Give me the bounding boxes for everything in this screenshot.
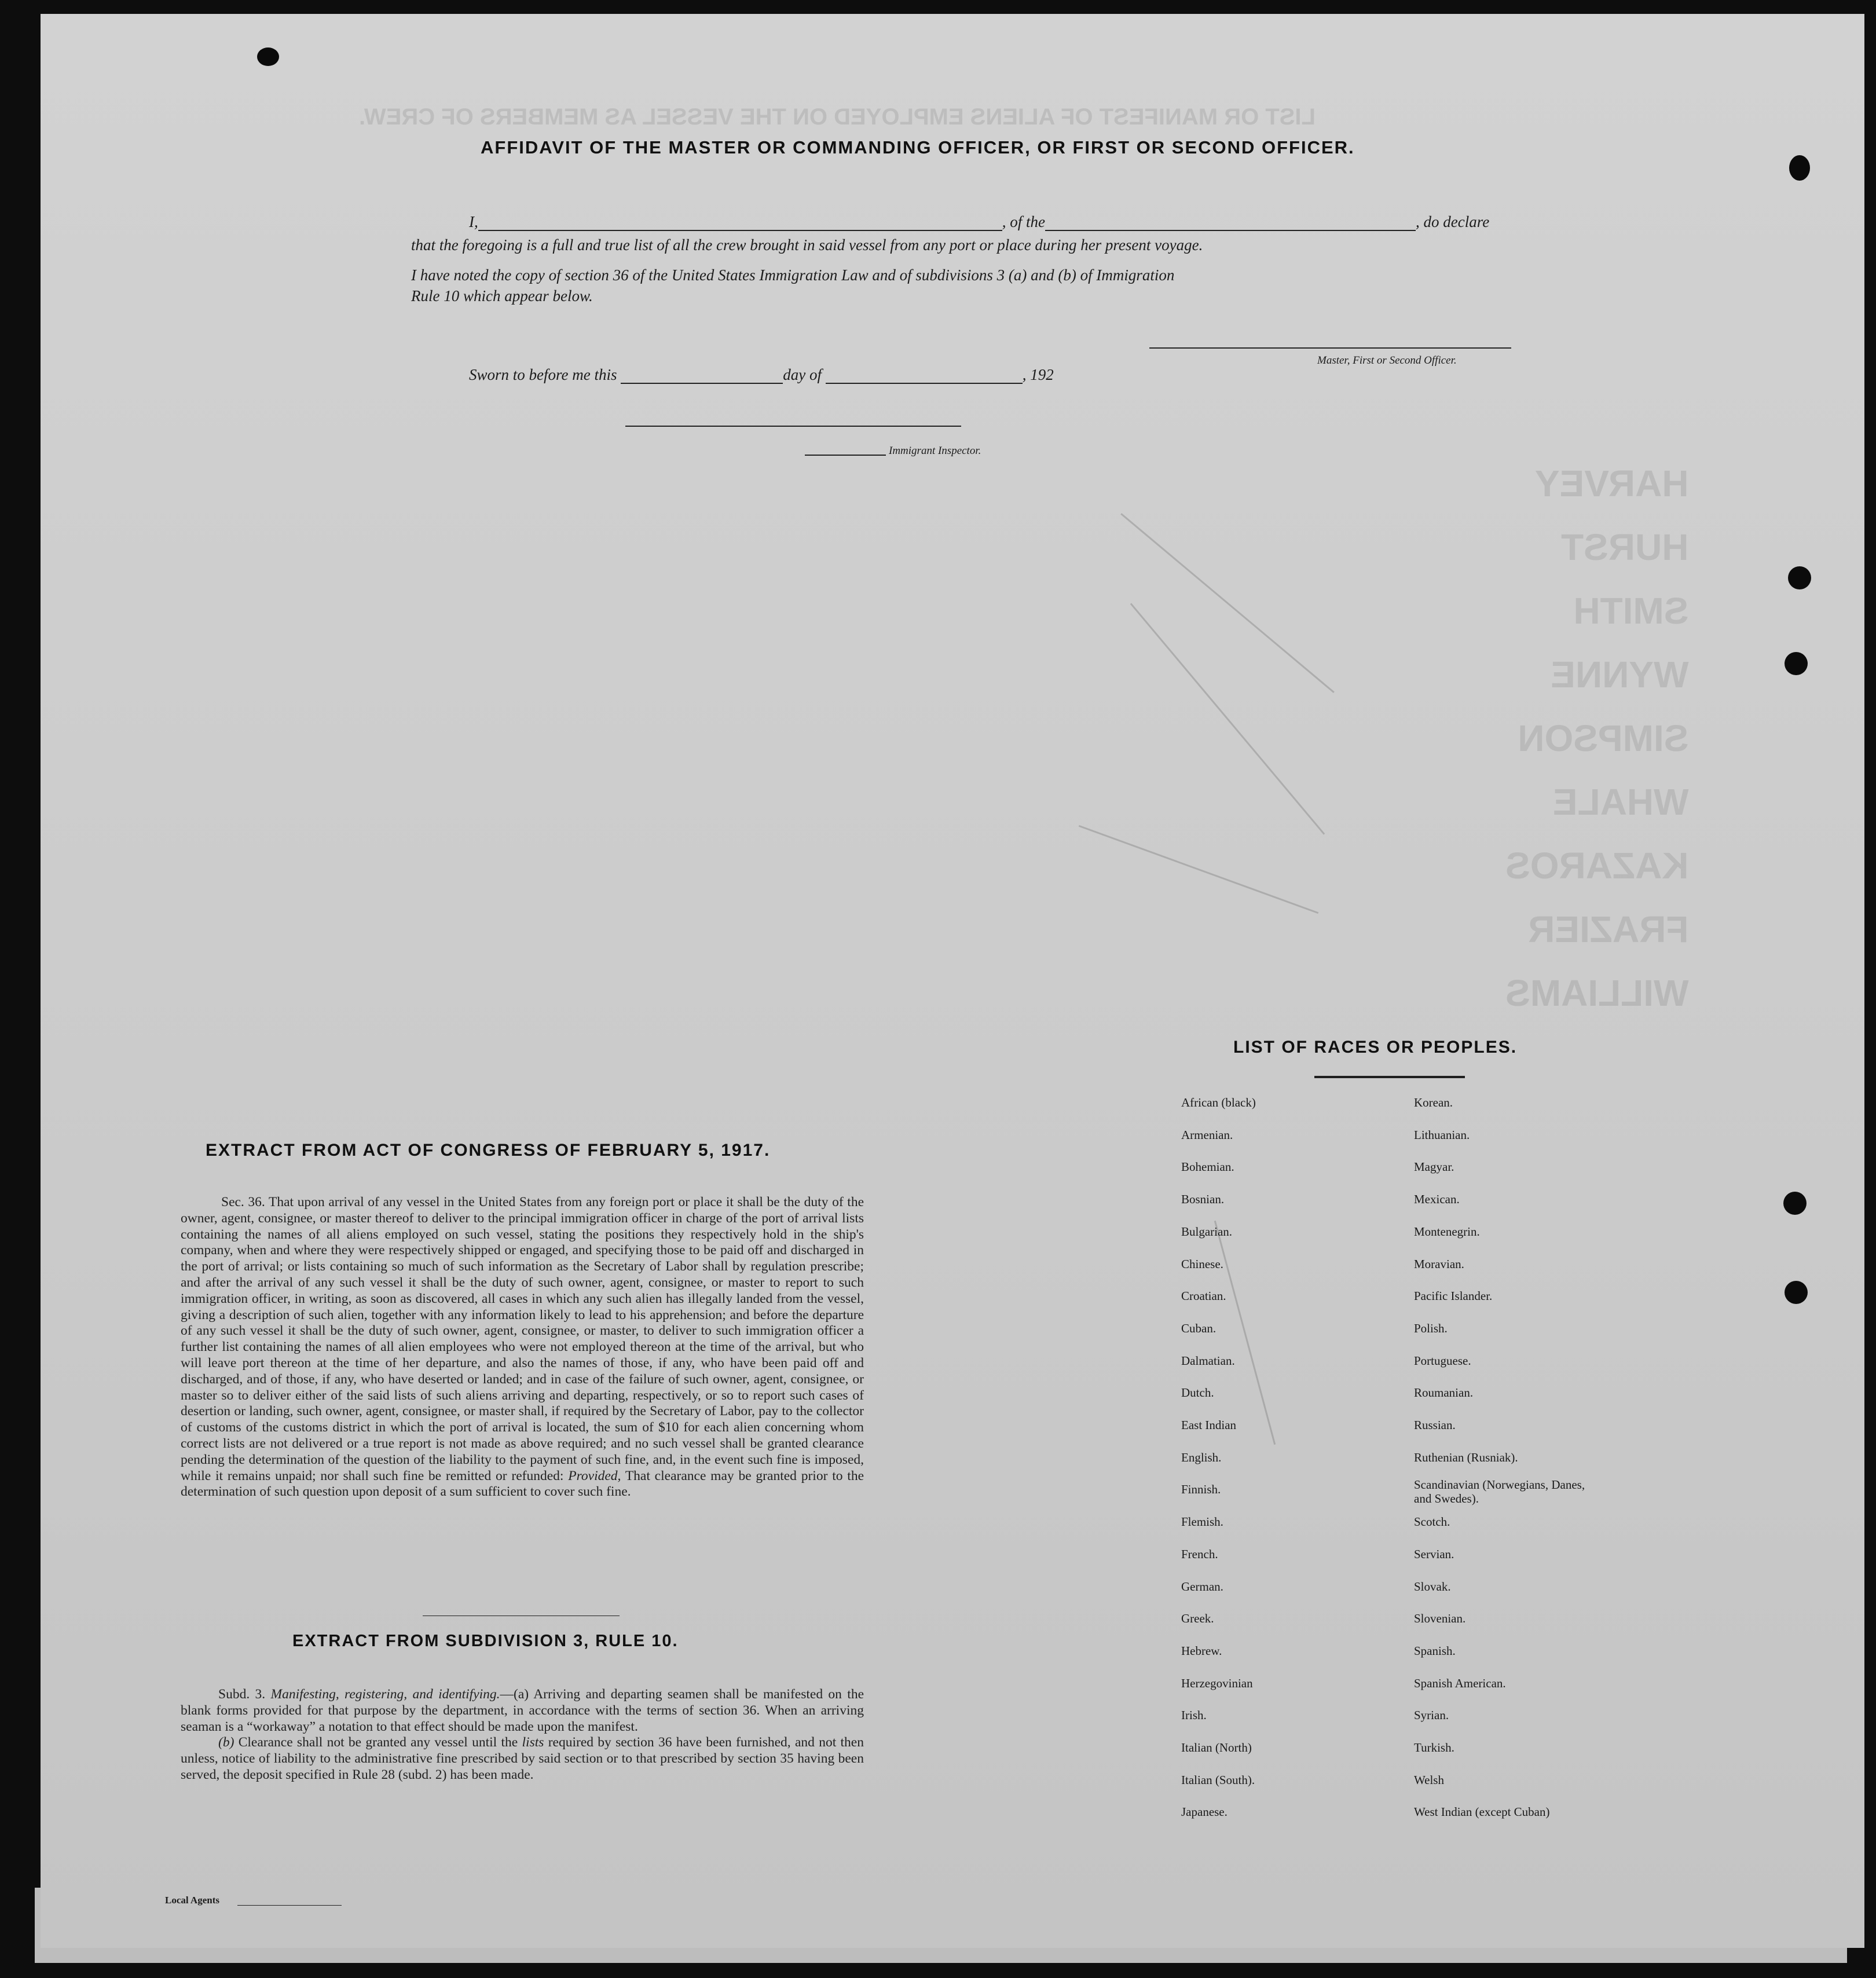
- sworn-day-label: day of: [783, 366, 822, 383]
- race-item: Armenian.: [1181, 1127, 1233, 1142]
- races-heading: LIST OF RACES OR PEOPLES.: [1233, 1038, 1518, 1057]
- race-item: Ruthenian (Rusniak).: [1414, 1450, 1518, 1464]
- race-item: Korean.: [1414, 1096, 1453, 1109]
- master-signature-line[interactable]: [1149, 347, 1511, 349]
- proviso-text: That clearance may be granted prior to the determination of such question upon deposit of a sum sufficient to cover such fine.: [181, 1468, 864, 1500]
- rule-extract-heading: EXTRACT FROM SUBDIVISION 3, RULE 10.: [292, 1632, 679, 1650]
- race-item: Syrian.: [1414, 1708, 1449, 1723]
- race-item: Japanese.: [1181, 1805, 1228, 1819]
- master-signature-label: Master, First or Second Officer.: [1317, 354, 1457, 367]
- race-item: Chinese.: [1181, 1257, 1223, 1271]
- rule-part-a-text: —(a) Arriving and departing seamen shall be manifested on the blank forms provided for that purpose by the department, in accordance with the terms of section 36. When an arriving seaman is a “workaway” a notation to that effect should be made upon the manifest.: [181, 1687, 864, 1734]
- race-item: English.: [1181, 1450, 1222, 1464]
- rule-extract-body: [181, 1687, 864, 1783]
- race-item: Dutch.: [1181, 1386, 1214, 1400]
- race-item: Spanish.: [1414, 1643, 1456, 1658]
- act-extract-heading: EXTRACT FROM ACT OF CONGRESS OF FEBRUARY 5, 1917.: [206, 1141, 771, 1160]
- race-item: Greek.: [1181, 1611, 1214, 1626]
- bleed-through: LIST OR MANIFEST OF ALIENS EMPLOYED ON THE VESSEL AS MEMBERS OF CREW.: [359, 104, 1316, 130]
- race-item: Dalmatian.: [1181, 1353, 1235, 1368]
- race-item: Roumanian.: [1414, 1386, 1474, 1400]
- affidavit-of-the-label: , of the: [1002, 213, 1045, 230]
- race-item: Hebrew.: [1181, 1643, 1222, 1658]
- race-item: Bulgarian.: [1181, 1224, 1233, 1239]
- local-agents-label: Local Agents: [165, 1895, 219, 1906]
- affidavit-i-label: I,: [469, 213, 478, 230]
- race-item: Italian (South).: [1181, 1772, 1255, 1787]
- race-item: Croatian.: [1181, 1289, 1226, 1303]
- punch-hole: [1783, 1192, 1807, 1215]
- race-item: Herzegovinian: [1181, 1676, 1253, 1690]
- bleed-through: HARVEY HURST SMITH WYNNE SIMPSON WHALE KAZAROS FRAZIER WILLIAMS: [1505, 463, 1689, 1014]
- race-item: Pacific Islander.: [1414, 1289, 1493, 1303]
- affidavit-line-2: that the foregoing is a full and true list of all the crew brought in said vessel from any port or place during her present voyage.: [411, 236, 1203, 254]
- local-agents-line: [237, 1905, 342, 1906]
- race-item: Bohemian.: [1181, 1160, 1234, 1174]
- race-item: Russian.: [1414, 1418, 1456, 1432]
- race-item: Mexican.: [1414, 1192, 1460, 1207]
- rule-part-b: [181, 1735, 864, 1783]
- race-item: Portuguese.: [1414, 1353, 1471, 1368]
- race-item: Scotch.: [1414, 1515, 1450, 1529]
- subd-title: Manifesting, registering, and identifying.: [270, 1687, 500, 1702]
- part-b-lists: lists: [522, 1735, 544, 1750]
- proviso-label: Provided,: [568, 1468, 621, 1484]
- sworn-month-field[interactable]: [826, 382, 1023, 384]
- race-item: Italian (North): [1181, 1741, 1252, 1754]
- part-b-text-2: required by section 36 have been furnished, and not then unless, notice of liability to the administrative fine prescribed by said section or to that prescribed by section 35 having been served, the deposit specified in Rule 28 (subd. 2) has been made.: [181, 1735, 864, 1782]
- race-item: Cuban.: [1181, 1321, 1217, 1335]
- race-item: French.: [1181, 1547, 1218, 1561]
- vessel-name-field[interactable]: [1045, 229, 1416, 231]
- race-item: Flemish.: [1181, 1515, 1223, 1529]
- punch-hole: [1788, 566, 1811, 589]
- inspector-signature-line-2: [805, 455, 886, 456]
- section-label: Sec. 36.: [221, 1195, 265, 1210]
- sworn-label: Sworn to before me this: [469, 366, 617, 383]
- master-name-field[interactable]: [478, 229, 1002, 231]
- race-item: Moravian.: [1414, 1257, 1464, 1271]
- race-item: Bosnian.: [1181, 1192, 1225, 1207]
- subd-label: Subd. 3.: [218, 1687, 266, 1702]
- affidavit-line-4: Rule 10 which appear below.: [411, 287, 593, 305]
- races-heading-rule: [1314, 1076, 1465, 1078]
- sworn-line: [469, 366, 1054, 384]
- race-item: African (black): [1181, 1096, 1256, 1109]
- punch-hole: [1789, 155, 1810, 181]
- punch-hole: [1785, 652, 1808, 675]
- punch-hole: [257, 47, 279, 66]
- race-item: Slovak.: [1414, 1579, 1451, 1594]
- race-item: German.: [1181, 1579, 1223, 1594]
- punch-hole: [1785, 1281, 1808, 1304]
- section-36-text: That upon arrival of any vessel in the United States from any foreign port or place it shall be the duty of the owner, agent, consignee, or master thereof to deliver to the principal immigration officer in charge of the port of arrival lists containing the names of all aliens employed on such vessel, stating the positions they respectively hold in the ship's company, when and where they were respectively shipped or engaged, and specifying those to be paid off and discharged in the port of arrival; or lists containing so much of such information as the Secretary of Labor shall by regulation prescribe; and after the arrival of any such vessel it shall be the duty of such owner, agent, consignee, or master to report to such immigration officer, in writing, as soon as discovered, all cases in which any such alien has illegally landed from the vessel, giving a description of such alien, together with any information likely to lead to his apprehension; and before the departure of any such vessel it shall be the duty of such owner, agent, consignee, or master, to deliver to such immigration officer a further list containing the names of all alien employees who were not employed thereon at the time of the arrival, but who will leave port thereon at the time of her departure, and also the names of those, if any, who have been paid off and discharged, and of those, if any, who have deserted or landed; and in case of the failure of such owner, agent, consignee, or master so to deliver either of the said lists of such aliens arriving and departing, respectively, or so to report such cases of desertion or landing, such owner, agent, consignee, or master shall, if required by the Secretary of Labor, pay to the collector of customs of the customs district in which the port of arrival is located, the sum of $10 for each alien concerning whom correct lists are not delivered or a true report is not made as above required; and no such vessel shall be granted clearance pending the determination of the question of the liability to the payment of such fine, and, in the event such fine is imposed, while it remains unpaid; nor shall such fine be remitted or refunded:: [181, 1195, 864, 1484]
- race-item: Spanish American.: [1414, 1676, 1506, 1690]
- race-item: Lithuanian.: [1414, 1127, 1470, 1142]
- race-item: Irish.: [1181, 1708, 1207, 1723]
- race-item: Scandinavian (Norwegians, Danes, and Swedes).: [1414, 1478, 1585, 1506]
- part-b-text-1: Clearance shall not be granted any vessel until the: [238, 1735, 518, 1750]
- race-item: East Indian: [1181, 1418, 1237, 1432]
- inspector-label: Immigrant Inspector.: [889, 445, 981, 457]
- race-item: Polish.: [1414, 1321, 1448, 1335]
- sworn-day-field[interactable]: [621, 382, 783, 384]
- race-item: Slovenian.: [1414, 1611, 1466, 1626]
- rule-part-a: [181, 1687, 864, 1735]
- affidavit-declare-label: , do declare: [1416, 213, 1490, 230]
- race-item: Finnish.: [1181, 1482, 1221, 1497]
- sworn-year-label: , 192: [1022, 366, 1054, 383]
- race-item: Welsh: [1414, 1772, 1444, 1787]
- affidavit-declaration-line: [469, 213, 1489, 231]
- race-item: Turkish.: [1414, 1741, 1454, 1754]
- race-item: Servian.: [1414, 1547, 1454, 1561]
- affidavit-title: AFFIDAVIT OF THE MASTER OR COMMANDING OFFICER, OR FIRST OR SECOND OFFICER.: [481, 137, 1355, 157]
- affidavit-line-3: I have noted the copy of section 36 of the United States Immigration Law and of subdivisions 3 (a) and (b) of Immigration: [411, 266, 1175, 284]
- act-extract-body: [181, 1195, 864, 1500]
- race-item: Montenegrin.: [1414, 1224, 1480, 1239]
- race-item: Magyar.: [1414, 1160, 1454, 1174]
- race-item: West Indian (except Cuban): [1414, 1805, 1550, 1819]
- part-b-label: (b): [218, 1735, 235, 1750]
- inspector-signature-line[interactable]: [625, 426, 961, 427]
